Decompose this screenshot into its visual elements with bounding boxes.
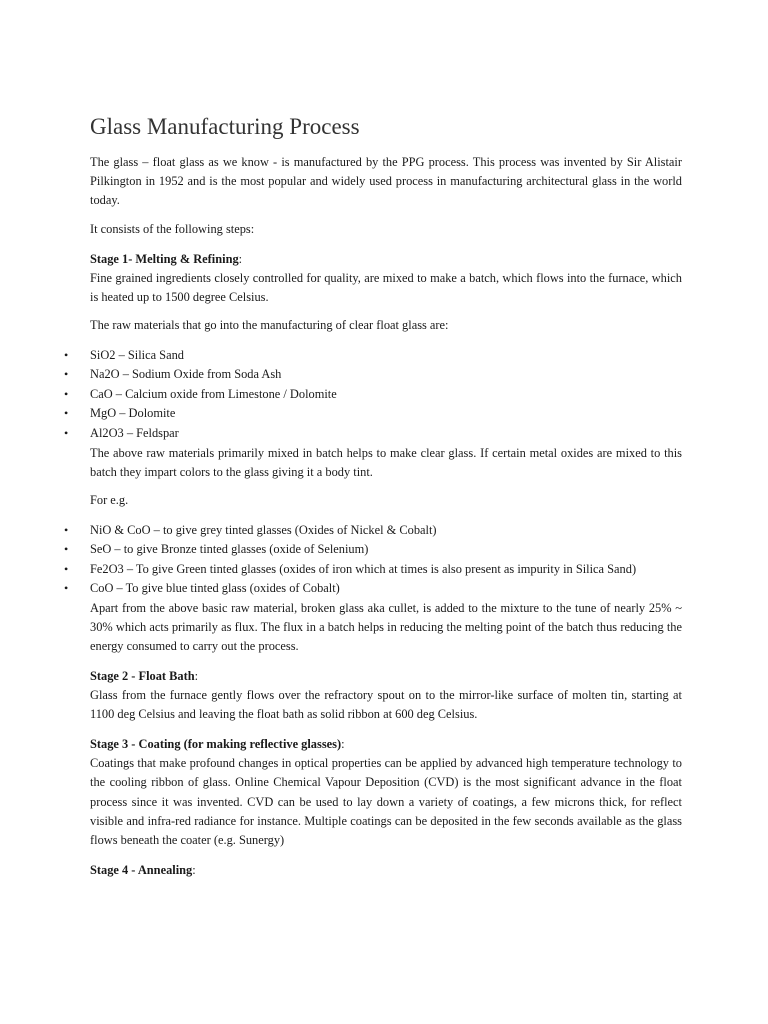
bullet-icon: •: [64, 523, 69, 537]
list-item: [0, 560, 636, 579]
list-item-text: Al2O3 – Feldspar: [90, 425, 179, 440]
stage-2-section: [90, 667, 682, 725]
list-item: [0, 521, 636, 540]
list-item: [0, 579, 636, 598]
bullet-icon: •: [64, 406, 69, 421]
list-item: [0, 346, 337, 365]
stage-3-body: Coatings that make profound changes in optical properties can be applied by advanced high temperature technology to the cooling ribbon of glass. Online Chemical Vapour Deposition (CVD) is the most significant advance in the float process since it was invented. CVD can be used to lay down a variety of coatings, a few microns thick, for reflect visible and infra-red radiance for instance. Multiple coatings can be deposited in the few seconds available as the glass flows beneath the coater (e.g. Sunergy): [90, 756, 682, 848]
list-item-text: CoO – To give blue tinted glass (oxides of Cobalt): [90, 581, 340, 596]
bullet-icon: •: [64, 542, 69, 557]
list-item-text: Fe2O3 – To give Green tinted glasses (oxides of iron which at times is also present as impurity in Silica Sand): [90, 561, 637, 576]
stage-1-heading: Stage 1- Melting & Refining: [90, 252, 239, 266]
tint-list: [0, 521, 636, 599]
stage-1-colon: :: [238, 252, 243, 266]
bullet-icon: •: [64, 581, 69, 596]
cullet-paragraph: Apart from the above basic raw material, broken glass aka cullet, is added to the mixture to the tune of nearly 25% ~ 30% which acts primarily as flux. The flux in a batch helps in reducing the melting point of the batch thus reducing the energy consumed to carry out the process.: [90, 601, 682, 654]
stage-4-section: [90, 861, 196, 880]
bullet-icon: •: [64, 367, 69, 382]
stage-1-section: [90, 250, 682, 308]
stage-4-colon: :: [192, 863, 196, 877]
stage-1-body: Fine grained ingredients closely controlled for quality, are mixed to make a batch, which flows into the furnace, which is heated up to 1500 degree Celsius.: [90, 271, 682, 305]
stage-2-heading: Stage 2 - Float Bath: [90, 669, 195, 683]
stage-3-section: [90, 735, 682, 850]
stage-3-colon: :: [341, 737, 345, 751]
list-item-text: NiO & CoO – to give grey tinted glasses (Oxides of Nickel & Cobalt): [90, 523, 437, 537]
list-item-text: MgO – Dolomite: [90, 406, 176, 421]
bullet-icon: •: [64, 348, 69, 362]
bullet-icon: •: [64, 561, 69, 576]
list-item: [0, 540, 636, 559]
for-example: For e.g.: [90, 493, 129, 507]
intro-paragraph: The glass – float glass as we know - is manufactured by the PPG process. This process was invented by Sir Alistair Pilkington in 1952 and is the most popular and widely used process in manufacturing architectural glass in the world today.: [90, 155, 682, 208]
list-item: [0, 424, 337, 443]
stage-3-heading: Stage 3 - Coating (for making reflective glasses): [90, 737, 342, 751]
list-item: [0, 385, 337, 404]
list-item-text: SiO2 – Silica Sand: [90, 348, 184, 362]
stage-4-heading: Stage 4 - Annealing: [90, 863, 193, 877]
stage-2-body: Glass from the furnace gently flows over the refractory spout on to the mirror-like surface of molten tin, starting at 1100 deg Celsius and leaving the float bath as solid ribbon at 600 deg Celsius.: [90, 688, 682, 722]
steps-lead: It consists of the following steps:: [90, 222, 255, 236]
raw-materials-list: [0, 346, 337, 443]
stage-2-colon: :: [194, 669, 199, 683]
tint-paragraph: The above raw materials primarily mixed in batch helps to make clear glass. If certain metal oxides are mixed to this batch they impart colors to the glass giving it a body tint.: [90, 446, 682, 480]
page-title: Glass Manufacturing Process: [90, 114, 360, 139]
list-item-text: Na2O – Sodium Oxide from Soda Ash: [90, 367, 282, 382]
list-item: [0, 365, 337, 384]
bullet-icon: •: [64, 386, 69, 401]
list-item-text: SeO – to give Bronze tinted glasses (oxide of Selenium): [90, 542, 369, 557]
bullet-icon: •: [64, 425, 69, 440]
raw-materials-lead: The raw materials that go into the manufacturing of clear float glass are:: [90, 318, 449, 332]
list-item: [0, 404, 337, 423]
list-item-text: CaO – Calcium oxide from Limestone / Dolomite: [90, 386, 337, 401]
